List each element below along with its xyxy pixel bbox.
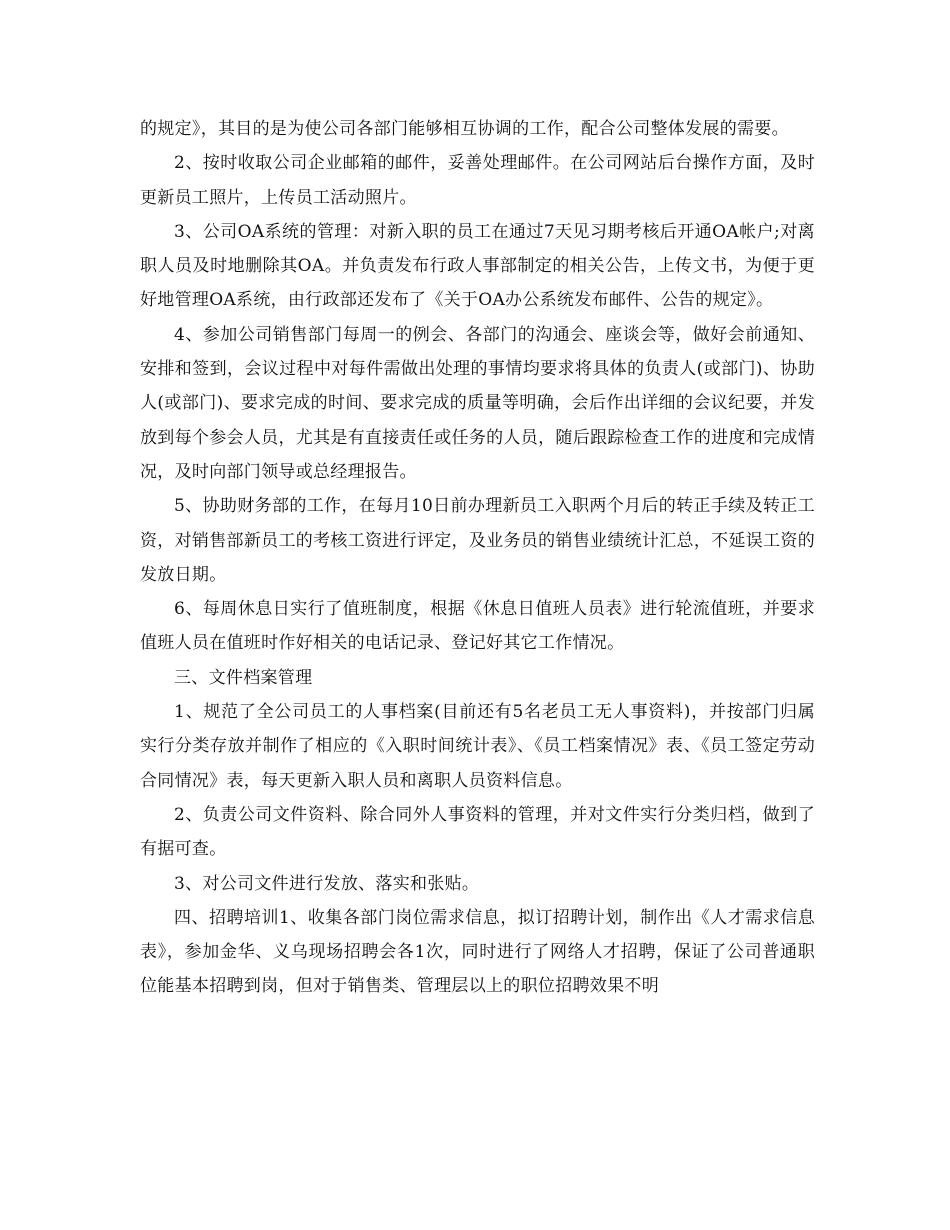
paragraph-3: 3、公司OA系统的管理：对新入职的员工在通过7天见习期考核后开通OA帐户;对离职人员及时地删除其OA。并负责发布行政人事部制定的相关公告，上传文书，为便于更好地管理OA系统，由行政部还发布了《关于OA办公系统发布邮件、公告的规定》。 xyxy=(140,221,815,311)
paragraph-9: 2、负责公司文件资料、除合同外人事资料的管理，并对文件实行分类归档，做到了有据可查。 xyxy=(140,804,815,860)
paragraph-4: 4、参加公司销售部门每周一的例会、各部门的沟通会、座谈会等，做好会前通知、安排和签到，会议过程中对每件需做出处理的事情均要求将具体的负责人(或部门)、协助人(或部门)、要求完成的时间、要求完成的质量等明确，会后作出详细的会议纪要，并发放到每个参会人员，尤其是有直接责任或任务的人员，随后跟踪检查工作的进度和完成情况，及时向部门领导或总经理报告。 xyxy=(140,324,815,482)
paragraph-5: 5、协助财务部的工作，在每月10日前办理新员工入职两个月后的转正手续及转正工资，对销售部新员工的考核工资进行评定，及业务员的销售业绩统计汇总，不延误工资的发放日期。 xyxy=(140,496,815,585)
paragraph-8: 1、规范了全公司员工的人事档案(目前还有5名老员工无人事资料)，并按部门归属实行分类存放并制作了相应的《入职时间统计表》、《员工档案情况》表、《员工签定劳动合同情况》表，每天更新入职人员和离职人员资料信息。 xyxy=(140,702,815,791)
paragraph-10: 3、对公司文件进行发放、落实和张贴。 xyxy=(174,873,480,894)
document-body xyxy=(140,112,815,1004)
paragraph-2: 2、按时收取公司企业邮箱的邮件，妥善处理邮件。在公司网站后台操作方面，及时更新员工照片，上传员工活动照片。 xyxy=(140,153,815,208)
paragraph-1: 的规定》，其目的是为使公司各部门能够相互协调的工作，配合公司整体发展的需要。 xyxy=(140,119,789,139)
paragraph-6: 6、每周休息日实行了值班制度，根据《休息日值班人员表》进行轮流值班，并要求值班人员在值班时作好相关的电话记录、登记好其它工作情况。 xyxy=(140,599,815,654)
paragraph-11: 四、招聘培训1、收集各部门岗位需求信息，拟订招聘计划，制作出《人才需求信息表》，参加金华、义乌现场招聘会各1次，同时进行了网络人才招聘，保证了公司普通职位能基本招聘到岗，但对于销售类、管理层以上的职位招聘效果不明 xyxy=(140,907,815,997)
section-heading-file-archive: 三、文件档案管理 xyxy=(174,667,313,688)
